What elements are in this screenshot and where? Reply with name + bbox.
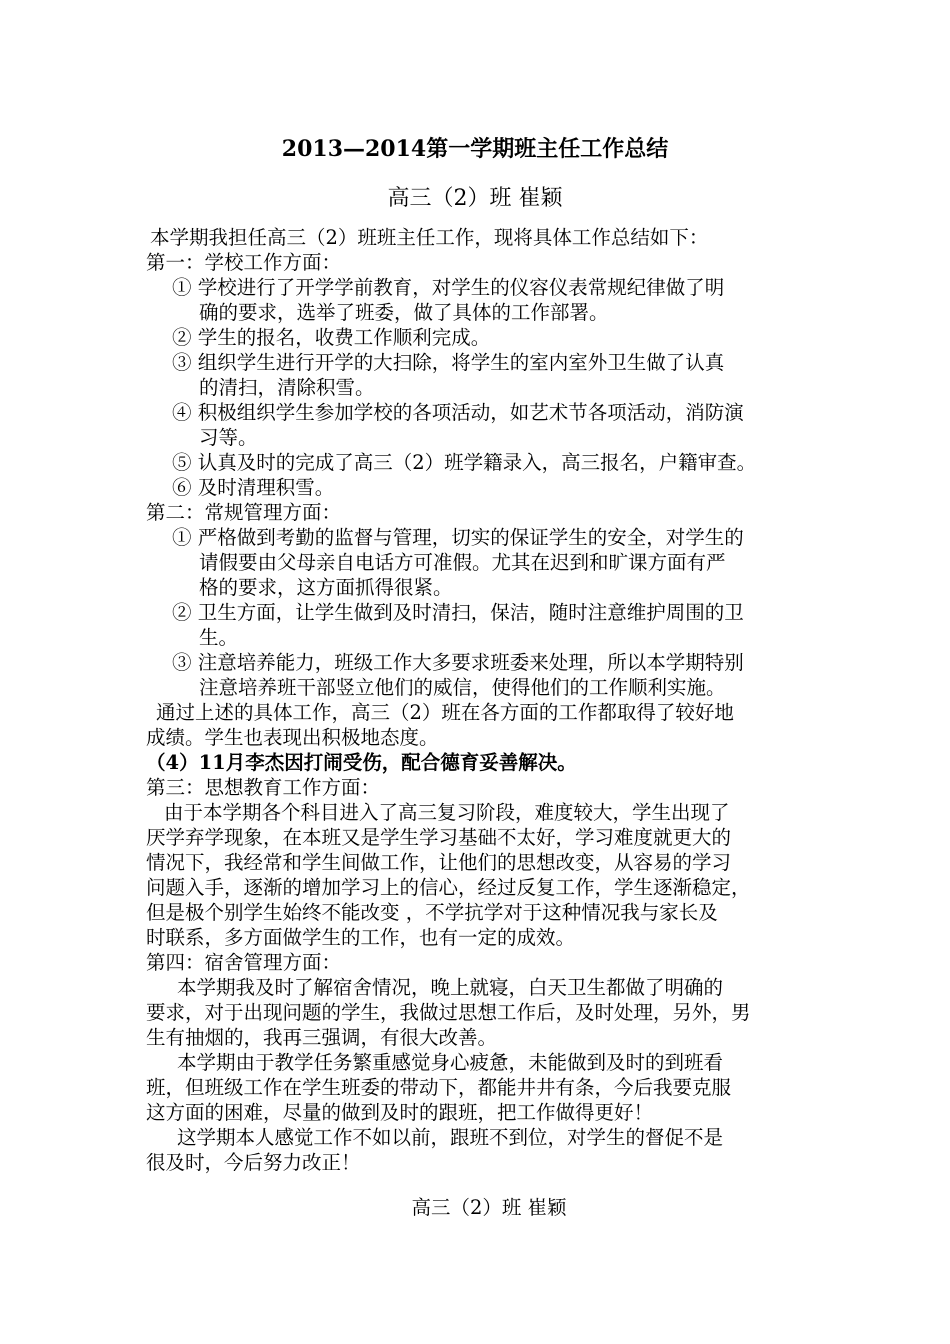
section-2-item-1-line-3: 格的要求，这方面抓得很紧。 bbox=[199, 576, 453, 599]
section-1-item-4-line-1: ④ 积极组织学生参加学校的各项活动，如艺术节各项活动，消防演 bbox=[172, 401, 744, 424]
section-4-paragraph-1-line-1: 本学期我及时了解宿舍情况，晚上就寝，白天卫生都做了明确的 bbox=[177, 976, 724, 999]
section-4-paragraph-1-line-3: 生有抽烟的，我再三强调，有很大改善。 bbox=[146, 1026, 498, 1049]
section-2-item-3-line-1: ③ 注意培养能力，班级工作大多要求班委来处理，所以本学期特别 bbox=[172, 651, 744, 674]
section-4-paragraph-2-line-2: 班，但班级工作在学生班委的带动下，都能井井有条，今后我要克服 bbox=[146, 1076, 732, 1099]
document-subtitle: 高三（2）班 崔颖 bbox=[387, 186, 563, 211]
section-1-heading: 第一：学校工作方面： bbox=[146, 251, 342, 274]
section-1-item-1-line-1: ① 学校进行了开学学前教育，对学生的仪容仪表常规纪律做了明 bbox=[172, 276, 725, 299]
section-4-paragraph-3-line-1: 这学期本人感觉工作不如以前，跟班不到位，对学生的督促不是 bbox=[177, 1126, 724, 1149]
section-4-heading: 第四：宿舍管理方面： bbox=[146, 951, 342, 974]
section-3-paragraph-line-4: 问题入手，逐渐的增加学习上的信心，经过反复工作，学生逐渐稳定， bbox=[146, 876, 751, 899]
section-2-item-2-line-2: 生。 bbox=[199, 626, 239, 649]
section-2-note: （4）11月李杰因打闹受伤，配合德育妥善解决。 bbox=[146, 751, 577, 774]
section-1-item-2-line-1: ② 学生的报名，收费工作顺利完成。 bbox=[172, 326, 491, 349]
signature: 高三（2）班 崔颖 bbox=[411, 1196, 567, 1219]
section-3-paragraph-line-2: 厌学弃学现象，在本班又是学生学习基础不太好，学习难度就更大的 bbox=[146, 826, 732, 849]
section-1-item-6-line-1: ⑥ 及时清理积雪。 bbox=[172, 476, 335, 499]
section-1-item-1-line-2: 确的要求，选举了班委，做了具体的工作部署。 bbox=[199, 301, 609, 324]
intro-text: 本学期我担任高三（2）班班主任工作，现将具体工作总结如下： bbox=[150, 226, 709, 249]
section-4-paragraph-3-line-2: 很及时，今后努力改正！ bbox=[146, 1151, 361, 1174]
section-1-item-4-line-2: 习等。 bbox=[199, 426, 258, 449]
section-4-paragraph-2-line-3: 这方面的困难，尽量的做到及时的跟班，把工作做得更好！ bbox=[146, 1101, 654, 1124]
section-2-item-1-line-1: ① 严格做到考勤的监督与管理，切实的保证学生的安全，对学生的 bbox=[172, 526, 744, 549]
section-2-item-2-line-1: ② 卫生方面，让学生做到及时清扫，保洁，随时注意维护周围的卫 bbox=[172, 601, 744, 624]
section-1-item-3-line-2: 的清扫，清除积雪。 bbox=[199, 376, 375, 399]
section-2-item-1-line-2: 请假要由父母亲自电话方可准假。尤其在迟到和旷课方面有严 bbox=[199, 551, 726, 574]
section-2-item-3-line-2: 注意培养班干部竖立他们的威信，使得他们的工作顺利实施。 bbox=[199, 676, 726, 699]
section-2-summary-line-2: 成绩。学生也表现出积极地态度。 bbox=[146, 726, 439, 749]
section-1-item-3-line-1: ③ 组织学生进行开学的大扫除，将学生的室内室外卫生做了认真 bbox=[172, 351, 725, 374]
section-4-paragraph-2-line-1: 本学期由于教学任务繁重感觉身心疲惫，未能做到及时的到班看 bbox=[177, 1051, 724, 1074]
document-title: 2013—2014第一学期班主任工作总结 bbox=[281, 136, 669, 162]
section-3-paragraph-line-6: 时联系，多方面做学生的工作，也有一定的成效。 bbox=[146, 926, 576, 949]
section-2-summary-line-1: 通过上述的具体工作，高三（2）班在各方面的工作都取得了较好地 bbox=[156, 701, 734, 724]
section-3-paragraph-line-3: 情况下，我经常和学生间做工作，让他们的思想改变，从容易的学习 bbox=[146, 851, 732, 874]
section-3-paragraph-line-1: 由于本学期各个科目进入了高三复习阶段，难度较大，学生出现了 bbox=[164, 801, 730, 824]
section-3-heading: 第三：思想教育工作方面： bbox=[146, 776, 381, 799]
section-4-paragraph-1-line-2: 要求，对于出现问题的学生，我做过思想工作后，及时处理，另外，男 bbox=[146, 1001, 751, 1024]
section-2-heading: 第二：常规管理方面： bbox=[146, 501, 342, 524]
section-1-item-5-line-1: ⑤ 认真及时的完成了高三（2）班学籍录入，高三报名，户籍审查。 bbox=[172, 451, 757, 474]
section-3-paragraph-line-5: 但是极个别学生始终不能改变 ，不学抗学对于这种情况我与家长及 bbox=[146, 901, 718, 924]
